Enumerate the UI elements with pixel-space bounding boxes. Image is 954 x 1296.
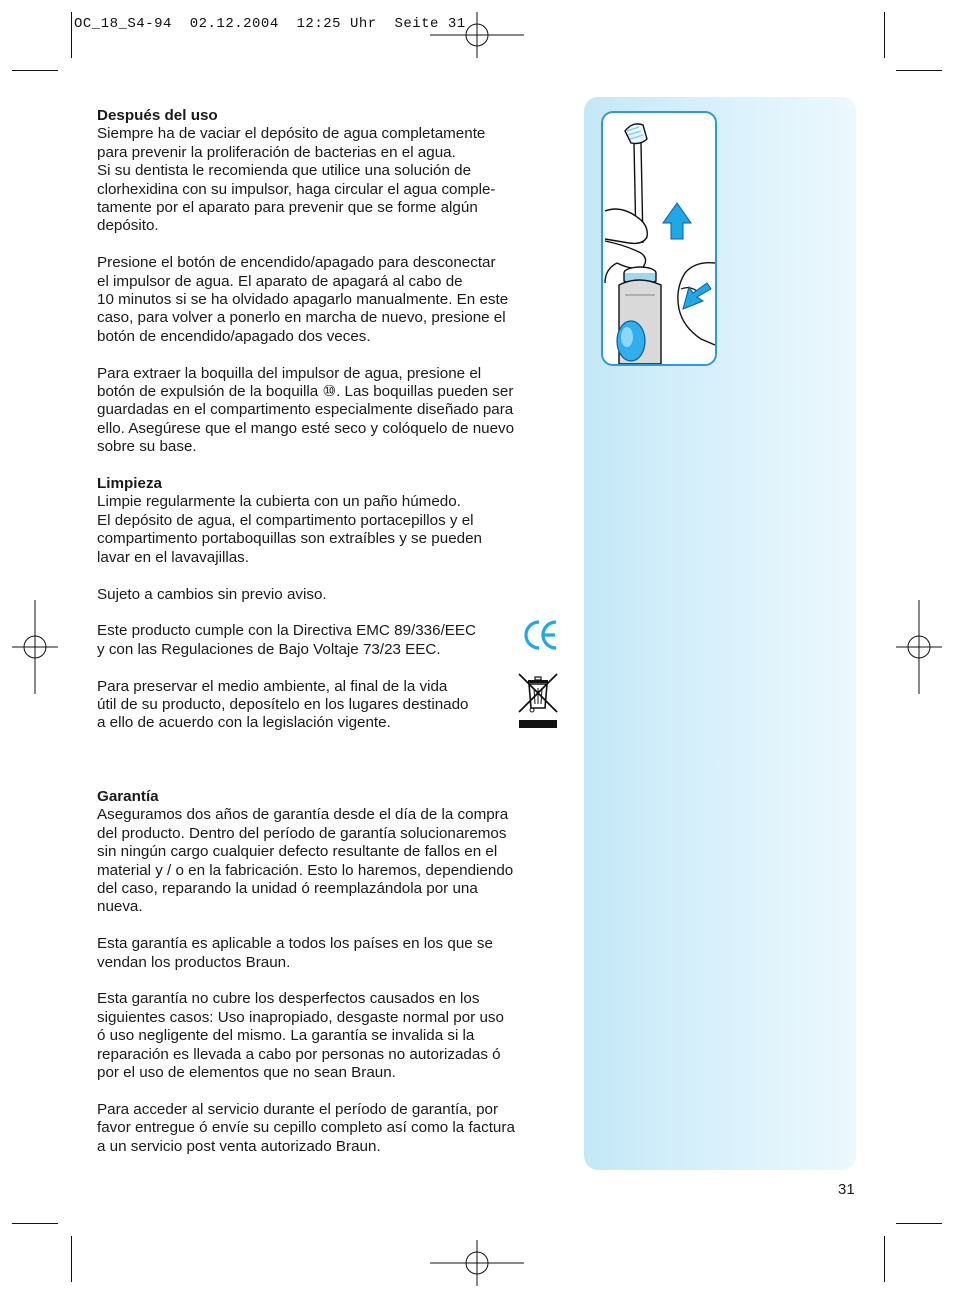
text-line: vendan los productos Braun. [97, 953, 291, 971]
nozzle-ejection-illustration [601, 111, 717, 366]
text-line: del caso, reparando la unidad ó reemplazándola por una [97, 879, 478, 897]
registration-mark-icon [430, 1240, 524, 1286]
weee-bin-icon [517, 672, 559, 730]
crop-mark [896, 70, 942, 71]
text-line: sobre su base. [97, 438, 197, 456]
crop-mark [884, 1236, 885, 1282]
environment-row [97, 678, 559, 733]
text-line: ello. Asegúrese que el mango esté seco y colóquelo de nuevo [97, 419, 515, 437]
text-line: compartimento portaboquillas son extraíbles y se pueden [97, 530, 482, 548]
text-line: botón de encendido/apagado dos veces. [97, 327, 371, 345]
nozzle-ejection-drawing [603, 113, 715, 364]
text-line: material y / o en la fabricación. Esto lo haremos, dependiendo [97, 861, 514, 879]
crop-mark [884, 12, 885, 58]
text-line: lavar en el lavavajillas. [97, 548, 249, 566]
text-line: El depósito de agua, el compartimento portacepillos y el [97, 511, 474, 529]
text-line: siguientes casos: Uso inapropiado, desgaste normal por uso [97, 1008, 504, 1026]
text-line: favor entregue ó envíe su cepillo completo así como la factura [97, 1119, 515, 1137]
text-line: depósito. [97, 217, 159, 235]
page-number: 31 [838, 1181, 855, 1198]
crop-mark [71, 1236, 72, 1282]
text-line: caso, para volver a ponerlo en marcha de nuevo, presione el [97, 309, 506, 327]
text-line: y con las Regulaciones de Bajo Voltaje 73/23 EEC. [97, 640, 441, 658]
text-line: Siempre ha de vaciar el depósito de agua completamente [97, 125, 486, 143]
crop-mark [71, 12, 72, 58]
registration-mark-icon [896, 600, 942, 694]
crop-mark [12, 1223, 58, 1224]
section-heading-warranty: Garantía [97, 787, 159, 805]
text-line: a ello de acuerdo con la legislación vigente. [97, 714, 391, 732]
text-line: reparación es llevada a cabo por personas no autorizadas ó [97, 1045, 501, 1063]
text-line: sin ningún cargo cualquier defecto resultante de fallos en el [97, 843, 498, 861]
text-line: Si su dentista le recomienda que utilice una solución de [97, 162, 472, 180]
text-line: Para preservar el medio ambiente, al final de la vida [97, 677, 448, 695]
crop-mark [12, 70, 58, 71]
print-header: OC_18_S4-94 02.12.2004 12:25 Uhr Seite 31 [74, 16, 466, 32]
text-line: Para extraer la boquilla del impulsor de agua, presione el [97, 364, 482, 382]
section-heading-cleaning: Limpieza [97, 475, 162, 493]
text-line: Para acceder al servicio durante el período de garantía, por [97, 1100, 499, 1118]
text-line: Limpie regularmente la cubierta con un paño húmedo. [97, 493, 461, 511]
main-text-column [97, 107, 559, 1156]
text-line: tamente por el aparato para prevenir que se forme algún [97, 199, 478, 217]
text-line: Aseguramos dos años de garantía desde el día de la compra [97, 806, 509, 824]
text-line: para prevenir la proliferación de bacterias en el agua. [97, 143, 456, 161]
text-line: Este producto cumple con la Directiva EMC 89/336/EEC [97, 622, 477, 640]
text-line: Presione el botón de encendido/apagado para desconectar [97, 254, 496, 272]
text-line: nueva. [97, 898, 143, 916]
text-line: del producto. Dentro del período de garantía solucionaremos [97, 824, 507, 842]
section-heading-after-use: Después del uso [97, 107, 218, 124]
text-line: Esta garantía no cubre los desperfectos causados en los [97, 990, 480, 1008]
text-line: útil de su producto, deposítelo en los lugares destinado [97, 695, 469, 713]
text-line: a un servicio post venta autorizado Braun. [97, 1137, 381, 1155]
registration-mark-icon [12, 600, 58, 694]
text-line: 10 minutos si se ha olvidado apagarlo manualmente. En este [97, 291, 509, 309]
ce-mark-icon [523, 618, 559, 652]
text-line: por el uso de elementos que no sean Braun. [97, 1063, 396, 1081]
text-line: botón de expulsión de la boquilla ⑩. Las boquillas pueden ser [97, 383, 514, 401]
text-line: ó uso negligente del mismo. La garantía se invalida si la [97, 1027, 475, 1045]
text-line: guardadas en el compartimento especialmente diseñado para [97, 401, 514, 419]
text-line: Esta garantía es aplicable a todos los países en los que se [97, 935, 493, 953]
text-line: el impulsor de agua. El aparato de apagará al cabo de [97, 272, 463, 290]
crop-mark [896, 1223, 942, 1224]
change-notice: Sujeto a cambios sin previo aviso. [97, 585, 327, 603]
emc-compliance-row [97, 622, 559, 659]
registration-mark-icon [430, 12, 524, 58]
text-line: clorhexidina con su impulsor, haga circular el agua comple- [97, 180, 496, 198]
